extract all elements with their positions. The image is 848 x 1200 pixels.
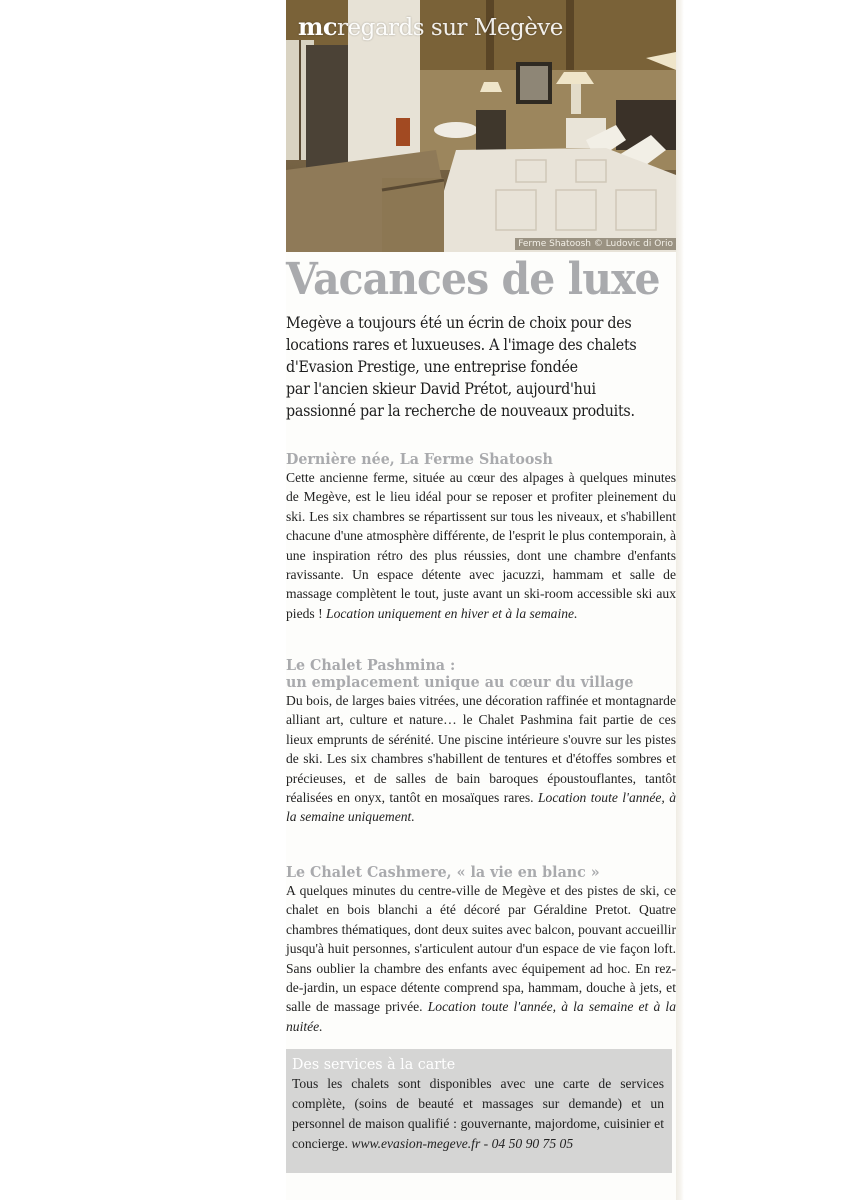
section-text: A quelques minutes du centre-ville de Megève et des pistes de ski, ce chalet en bois blanchi a été décoré par Géraldine Pretot. Quatre chambres thématiques, dont deux suites avec balcon, pouvant accueillir jusqu'à huit personnes, s'articulent autour d'un espace de vie façon loft. Sans oublier la chambre des enfants avec équipement ad hoc. En rez-de-jardin, un espace détente comprend spa, hammam, douche à jets, et salle de massage privée. <box>286 883 676 1015</box>
article-title: Vacances de luxe <box>286 254 660 305</box>
website-link[interactable]: www.evasion-megeve.fr <box>351 1136 481 1151</box>
intro-line: passionné par la recherche de nouveaux produits. <box>286 402 635 420</box>
bedroom-photo <box>286 0 676 252</box>
section-note: Location toute l'année, à la semaine uniquement. <box>286 790 676 825</box>
section-chalet-cashmere <box>286 864 676 1036</box>
window-frame <box>299 40 301 160</box>
contact-separator: - <box>480 1136 492 1151</box>
section-text: Cette ancienne ferme, située au cœur des alpages à quelques minutes de Megève, est le lieu idéal pour se reposer et profiter pleinement du ski. Les six chambres se répartissent sur tous les niveaux, et s'habillent chacune d'une atmosphère différente, de l'esprit le plus contemporain, à une inspiration rétro des plus réussies, dont une chambre d'enfants ravissante. Un espace détente avec jacuzzi, hammam et salle de massage complètent le tout, juste avant un ski-room accessible ski aux pieds ! <box>286 470 676 621</box>
section-chalet-pashmina <box>286 657 676 827</box>
section-body <box>286 691 676 827</box>
intro-line: d'Evasion Prestige, une entreprise fondée <box>286 358 578 376</box>
bathtub <box>434 122 478 138</box>
intro-line: locations rares et luxueuses. A l'image des chalets <box>286 336 637 354</box>
page-edge-shadow <box>676 0 684 1200</box>
article-intro <box>286 312 676 422</box>
section-note: Location toute l'année, à la semaine et à la nuitée. <box>286 999 676 1034</box>
masthead-brand: mc <box>298 12 338 41</box>
section-subtitle: un emplacement unique au cœur du village <box>286 673 634 691</box>
section-title: Dernière née, La Ferme Shatoosh <box>286 450 553 468</box>
section-ferme-shatoosh <box>286 451 676 623</box>
section-body <box>286 881 676 1036</box>
fireplace <box>396 118 410 146</box>
services-title: Des services à la carte <box>292 1055 456 1073</box>
section-note: Location uniquement en hiver et à la semaine. <box>326 605 578 621</box>
beam <box>566 0 574 70</box>
magazine-page <box>286 0 676 1200</box>
lamp-base <box>571 84 581 114</box>
bed <box>426 148 676 252</box>
armchair <box>476 110 506 150</box>
phone-number: 04 50 90 75 05 <box>491 1136 574 1151</box>
services-body <box>292 1074 664 1154</box>
photo-credit: Ferme Shatoosh © Ludovic di Orio <box>515 238 676 250</box>
services-box <box>286 1049 672 1173</box>
section-text: Du bois, de larges baies vitrées, une décoration raffinée et montagnarde alliant art, culture et nature… le Chalet Pashmina fait partie de ces lieux emprunts de sérénité. Une piscine intérieure s'ouvre sur les pistes de ski. Les six chambres s'habillent de tentures et d'étoffes sombres et précieuses, et de salles de bain baroques époustouflantes, tantôt réalisées en onyx, tantôt en mosaïques rares. <box>286 693 676 806</box>
services-text: Tous les chalets sont disponibles avec une carte de services complète, (soins de beauté et massages sur demande) et un personnel de maison qualifié : gouvernante, majordome, cuisinier et concierge. <box>292 1076 664 1151</box>
picture <box>520 66 548 100</box>
intro-line: par l'ancien skieur David Prétot, aujourd'hui <box>286 380 596 398</box>
section-title: Le Chalet Pashmina : <box>286 656 456 674</box>
section-body <box>286 468 676 623</box>
section-title: Le Chalet Cashmere, « la vie en blanc » <box>286 863 600 881</box>
masthead-rubric: regards sur Megève <box>337 15 563 41</box>
intro-line: Megève a toujours été un écrin de choix pour des <box>286 314 632 332</box>
masthead <box>298 12 563 41</box>
